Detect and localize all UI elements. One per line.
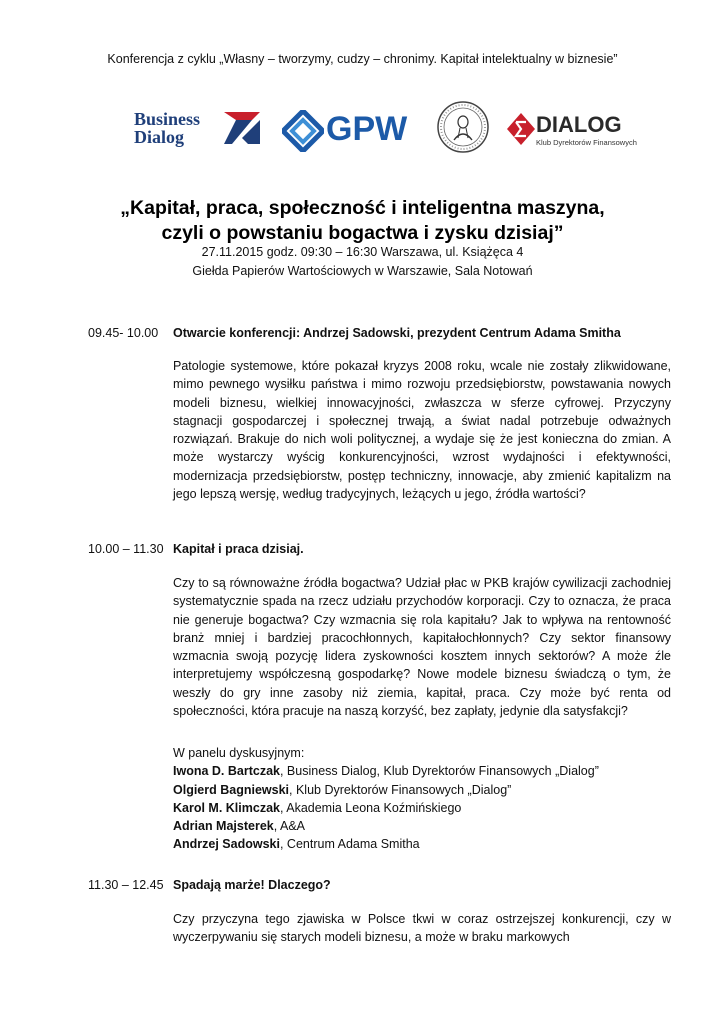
sponsor-logos — [0, 98, 725, 158]
gpw-logo-text: GPW — [326, 110, 408, 148]
panel-member-affiliation: , Business Dialog, Klub Dyrektorów Finansowych „Dialog” — [279, 764, 599, 779]
conference-series-line: Konferencja z cyklu „Własny – tworzymy, cudzy – chronimy. Kapitał intelektualny w biznesie” — [107, 52, 618, 66]
seal-emblem — [436, 100, 490, 154]
panel-member-name: Iwona D. Bartczak — [173, 764, 280, 779]
conference-title-line1: „Kapitał, praca, społeczność i inteligentna maszyna, — [120, 197, 605, 219]
agenda-title: Otwarcie konferencji: Andrzej Sadowski, prezydent Centrum Adama Smitha — [173, 326, 621, 340]
agenda-time: 09.45- 10.00 — [88, 326, 159, 340]
panel-member-affiliation: , Klub Dyrektorów Finansowych „Dialog” — [289, 782, 512, 797]
dialog-sigma-icon — [506, 112, 536, 146]
business-dialog-arrow-icon — [222, 110, 262, 148]
panel-member-affiliation: , Centrum Adama Smitha — [279, 837, 420, 852]
conference-title — [0, 196, 725, 246]
agenda-title: Spadają marże! Dlaczego? — [173, 878, 331, 892]
agenda-time: 10.00 – 11.30 — [88, 542, 164, 556]
dialog-logo-text: DIALOG — [536, 112, 622, 137]
business-dialog-logo — [134, 110, 264, 150]
panel-member — [173, 799, 599, 817]
conference-title-line2: czyli o powstaniu bogactwa i zysku dzisiaj” — [161, 222, 564, 244]
agenda-description: Czy to są równoważne źródła bogactwa? Udział płac w PKB krajów cywilizacji zachodniej systematycznie spada na rzecz udziału przychodów korporacji. Czy to oznacza, że praca nie generuje bogactwa? Czy wzmacnia się rola kapitału? Jak to wpływa na rentowność branż mniej i bardziej pracochłonnych, kapitałochłonnych? Czy sektor finansowy wzmacnia swoją pozycję lidera zyskowności kosztem innych sektorów? A może źle interpretujemy współczesną gospodarkę? Nowe modele biznesu świadczą o tym, że weszły do gry inne zasoby niż ziemia, kapitał, praca. Czy może być renta od społeczności, która pracuje na naszą korzyść, bez zapłaty, jedynie dla satysfakcji? — [173, 576, 671, 719]
agenda-time: 11.30 – 12.45 — [88, 878, 164, 892]
gpw-diamond-icon — [282, 110, 324, 152]
panel-member-affiliation: , Akademia Leona Koźmińskiego — [279, 800, 462, 815]
dialog-logo — [506, 112, 656, 152]
panel-member-name: Adrian Majsterek — [173, 819, 274, 834]
business-dialog-logo-line2: Dialog — [134, 127, 185, 147]
agenda-title: Kapitał i praca dzisiaj. — [173, 542, 304, 556]
gpw-logo — [282, 108, 422, 152]
panel-member-name: Olgierd Bagniewski — [173, 782, 290, 797]
agenda-description: Czy przyczyna tego zjawiska w Polsce tkwi w coraz ostrzejszej konkurencji, czy w wyczerpywaniu się starych modeli biznesu, a może w braku markowych — [173, 912, 671, 945]
panel-member — [173, 817, 599, 835]
panel-list — [173, 744, 599, 854]
panel-member — [173, 762, 599, 780]
agenda-description: Patologie systemowe, które pokazał kryzys 2008 roku, wcale nie zostały zlikwidowane, mimo pewnego wysiłku państwa i mimo rozwoju przedsiębiorstw, powstawania nowych modeli biznesu, wielkiej innowacyjności, zwłaszcza w sferze cyfrowej. Przyczyny stagnacji gospodarczej i społecznej trwają, a świat nadal potrzebuje odważnych rozwiązań. Brakuje do nich woli politycznej, a wydaje się że jest konieczna do zmian. A może wystarczy wyścig konkurencyjności, wzrost wydajności i efektywności, modernizacja przedsiębiorstw, postęp techniczny, innowacje, aby zmienić kapitalizm na jego lepszą wersję, według tradycyjnych, leżących u jego, źródła wartości? — [173, 359, 671, 502]
panel-member-affiliation: , A&A — [273, 819, 306, 834]
dialog-logo-subtitle: Klub Dyrektorów Finansowych — [536, 138, 637, 147]
event-date-line: 27.11.2015 godz. 09:30 – 16:30 Warszawa, ul. Książęca 4 — [201, 245, 524, 259]
business-dialog-logo-line1: Business — [134, 109, 201, 129]
event-venue: Giełda Papierów Wartościowych w Warszawie, Sala Notowań — [192, 264, 533, 278]
panel-member — [173, 835, 599, 853]
panel-member — [173, 781, 599, 799]
panel-member-name: Andrzej Sadowski — [173, 837, 280, 852]
panel-member-name: Karol M. Klimczak — [173, 800, 280, 815]
panel-label: W panelu dyskusyjnym: — [173, 746, 305, 760]
